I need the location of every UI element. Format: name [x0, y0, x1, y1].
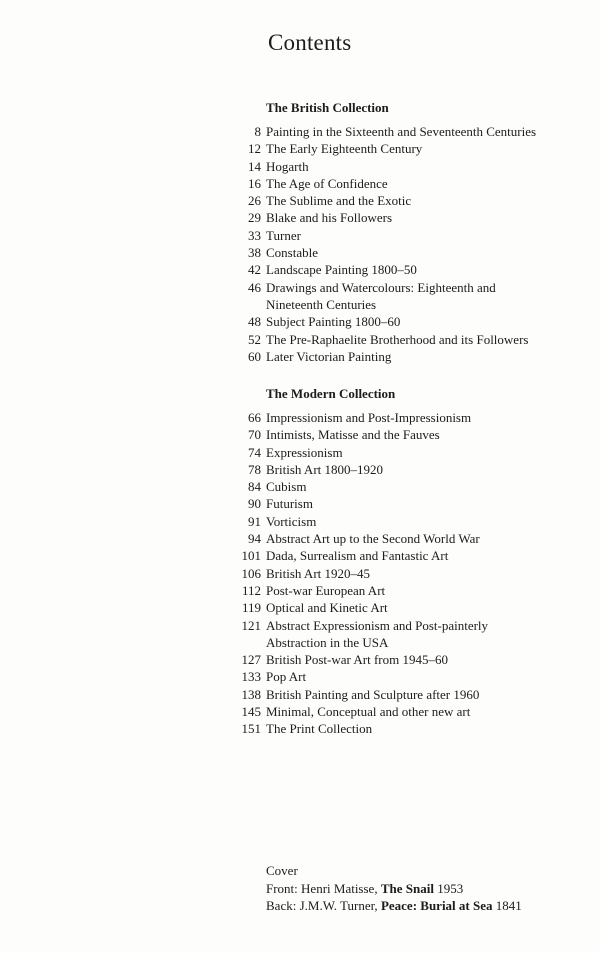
- modern-collection-heading: The Modern Collection: [266, 386, 396, 401]
- page-title: Contents: [268, 30, 352, 55]
- toc-entry-title: Later Victorian Painting: [266, 348, 392, 364]
- toc-page-number: 101: [241, 548, 261, 564]
- toc-page-number: 151: [241, 721, 261, 737]
- toc-entry: [0, 409, 600, 426]
- toc-page-number: 91: [248, 513, 261, 529]
- toc-entry: [0, 209, 600, 226]
- toc-page-number: 133: [241, 669, 261, 685]
- toc-entry-title: Painting in the Sixteenth and Seventeenth Centuries: [266, 124, 537, 139]
- toc-entry: [0, 279, 600, 314]
- toc-page-number: 94: [248, 531, 261, 547]
- toc-entry: [0, 426, 600, 443]
- british-collection-heading: The British Collection: [266, 100, 389, 115]
- toc-page-number: 78: [248, 461, 261, 477]
- toc-entry: [0, 599, 600, 616]
- toc-entry: [0, 348, 600, 365]
- toc-page-number: 16: [248, 175, 261, 191]
- toc-entry: [0, 513, 600, 530]
- toc-page-number: 66: [248, 410, 261, 425]
- toc-entry: [0, 617, 600, 652]
- toc-entry: [0, 261, 600, 278]
- toc-entry-title: Dada, Surrealism and Fantastic Art: [266, 548, 449, 564]
- toc-page-number: 29: [248, 210, 261, 226]
- cover-back-credit: [266, 897, 522, 915]
- toc-page-number: 70: [248, 427, 261, 443]
- toc-page-number: 38: [248, 245, 261, 261]
- toc-entry-title: Expressionism: [266, 444, 343, 460]
- toc-entry-title: Abstract Art up to the Second World War: [266, 531, 480, 547]
- toc-entry-title: Optical and Kinetic Art: [266, 600, 388, 616]
- toc-entry-title: Futurism: [266, 496, 313, 512]
- toc-entry-title: The Print Collection: [266, 721, 373, 737]
- toc-entry: [0, 158, 600, 175]
- cover-credits: [266, 862, 522, 915]
- cover-back-year: 1841: [492, 898, 522, 913]
- toc-entry-title: Drawings and Watercolours: Eighteenth and: [266, 279, 496, 295]
- cover-front-prefix: Front: Henri Matisse,: [266, 880, 381, 896]
- toc-entry-title: Cubism: [266, 479, 307, 495]
- toc-page-number: 52: [248, 331, 261, 347]
- toc-page-number: 42: [248, 262, 261, 278]
- toc-page-number: 112: [241, 582, 261, 598]
- toc-page-number: 74: [248, 444, 261, 460]
- toc-entry: [0, 547, 600, 564]
- toc-page-number: 8: [254, 124, 261, 139]
- toc-entry: [0, 175, 600, 192]
- toc-entry-title: Intimists, Matisse and the Fauves: [266, 427, 440, 443]
- toc-entry-title: Abstraction in the USA: [266, 634, 389, 650]
- toc-entry-title: British Post-war Art from 1945–60: [266, 652, 448, 668]
- toc-page-number: 46: [248, 279, 261, 295]
- toc-entry: [0, 720, 600, 737]
- modern-collection-list: [0, 409, 600, 738]
- toc-entry-title: Abstract Expressionism and Post-painterly: [266, 617, 489, 633]
- toc-entry-title: Vorticism: [266, 513, 317, 529]
- cover-front-year: 1953: [433, 880, 464, 896]
- toc-page-number: 26: [248, 193, 261, 209]
- toc-entry-title: The Age of Confidence: [266, 175, 388, 191]
- toc-entry: [0, 478, 600, 495]
- toc-page-number: 14: [248, 158, 261, 174]
- toc-page-number: 33: [248, 227, 261, 243]
- toc-entry: [0, 651, 600, 668]
- toc-entry: [0, 703, 600, 720]
- toc-page-number: 12: [248, 141, 261, 157]
- toc-entry-title: Minimal, Conceptual and other new art: [266, 704, 471, 720]
- toc-entry-title: The Pre-Raphaelite Brotherhood and its Followers: [266, 331, 529, 347]
- toc-entry: [0, 686, 600, 703]
- cover-front-title: The Snail: [380, 880, 434, 896]
- toc-entry: [0, 244, 600, 261]
- toc-entry-title: Subject Painting 1800–60: [266, 314, 401, 330]
- toc-entry-title: British Art 1920–45: [266, 565, 371, 581]
- toc-entry: [0, 582, 600, 599]
- toc-page-number: 106: [241, 565, 261, 581]
- cover-label: Cover: [266, 863, 298, 878]
- toc-entry-title: The Early Eighteenth Century: [266, 141, 423, 157]
- toc-entry-title: Blake and his Followers: [266, 210, 393, 226]
- toc-entry: [0, 565, 600, 582]
- cover-back-title: Peace: Burial at Sea: [380, 898, 493, 913]
- toc-entry-title: Impressionism and Post-Impressionism: [266, 410, 472, 425]
- toc-entry-title: The Sublime and the Exotic: [266, 193, 412, 209]
- toc-page-number: 145: [241, 704, 261, 720]
- toc-entry: [0, 668, 600, 685]
- toc-page-number: 138: [241, 686, 261, 702]
- toc-entry-title: Constable: [266, 245, 318, 261]
- toc-entry: [0, 227, 600, 244]
- toc-entry-title: Nineteenth Centuries: [266, 296, 377, 312]
- toc-entry: [0, 495, 600, 512]
- toc-entry: [0, 123, 600, 140]
- toc-entry-title: British Art 1800–1920: [266, 461, 384, 477]
- cover-front-credit: [266, 880, 522, 898]
- toc-page-number: 119: [241, 600, 261, 616]
- toc-entry: [0, 140, 600, 157]
- british-collection-list: [0, 123, 600, 365]
- toc-page-number: 48: [248, 314, 261, 330]
- toc-entry: [0, 461, 600, 478]
- toc-entry: [0, 530, 600, 547]
- toc-entry: [0, 313, 600, 330]
- toc-entry: [0, 192, 600, 209]
- toc-page-number: 127: [241, 652, 261, 668]
- toc-entry-title: Turner: [266, 227, 301, 243]
- toc-entry-title: Landscape Painting 1800–50: [266, 262, 417, 278]
- cover-back-prefix: Back: J.M.W. Turner,: [266, 898, 381, 913]
- toc-entry: [0, 331, 600, 348]
- toc-page-number: 84: [248, 479, 261, 495]
- toc-entry-title: Hogarth: [266, 158, 309, 174]
- toc-entry-title: Pop Art: [266, 669, 307, 685]
- toc-entry: [0, 444, 600, 461]
- toc-page-number: 121: [241, 617, 261, 633]
- toc-entry-title: Post-war European Art: [266, 582, 386, 598]
- toc-page-number: 60: [248, 348, 261, 364]
- toc-page-number: 90: [248, 496, 261, 512]
- toc-entry-title: British Painting and Sculpture after 1960: [266, 686, 480, 702]
